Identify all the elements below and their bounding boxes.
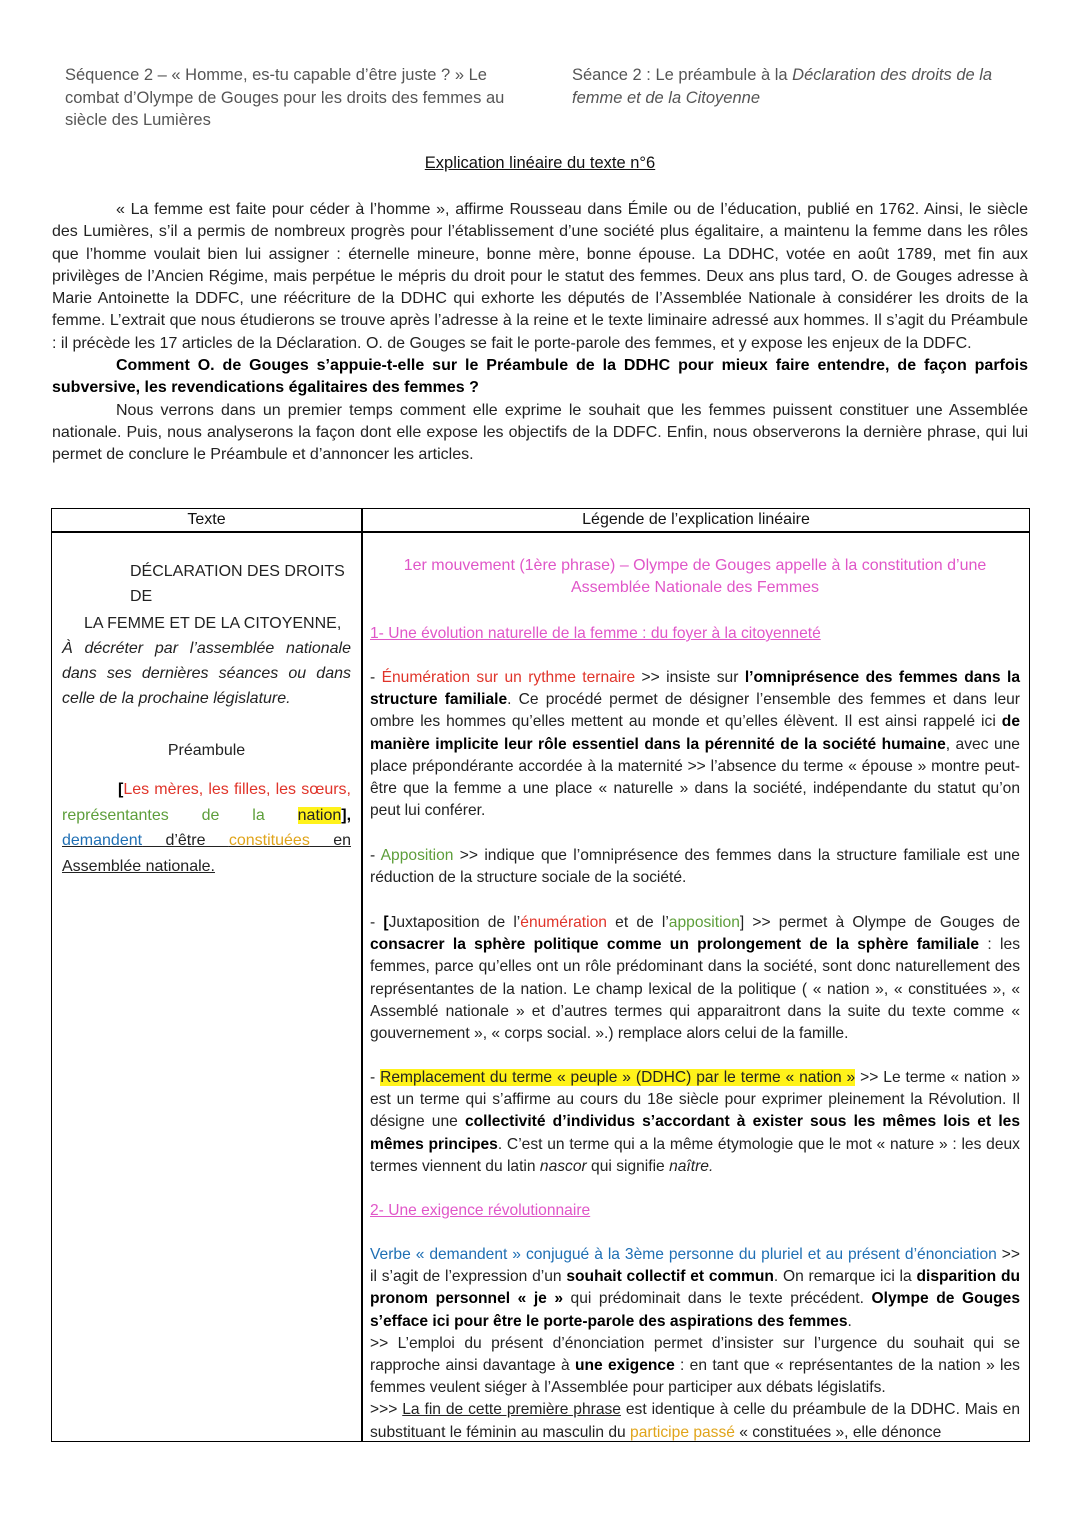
- assembly-text: Assemblée nationale.: [62, 858, 215, 875]
- analysis-table: Texte Légende de l’explication linéaire DÉCLARATION DES DROITS DE LA FEMME ET DE LA CITOYENNE, À décréter par l’assemblée nationale dans ses dernières séances ou dans celle de la prochaine législature. Préambule [Les mères, les filles, les sœurs, représentantes de la nation], demandent d’être constituées en Assemblée nationale. 1er mouvement (1ère phrase) – Olympe de Gouges appelle à la constitution d’une Assemblée Nationale des Femmes 1- Une évolution naturelle de la femme : du foyer à la citoyenneté - Énumération sur un rythme ternaire >> insiste sur l’omniprésence des femmes dans la structure familiale. Ce procédé permet de désigner l’ensemble des femmes et dans leur ombre les hommes qu’elles mettent au monde et qu’elles élèvent. Il est ainsi rappelé ici de manière implicite leur rôle essentiel dans la pérennité de la société humaine, avec une place prépondérante accordée à la maternité >> l’absence du terme « épouse » montre peut-être que la femme a une place « naturelle » dans la société, indépendante du statut qu’on peut lui conférer. - Apposition >> indique que l’omniprésence des femmes dans la structure familiale est une réduction de la structure sociale de la société. - [Juxtaposition de l’énumération et de l’apposition] >> permet à Olympe de Gouges de consacrer la sphère politique comme un prolongement de la sphère familiale : les femmes, parce qu’elles ont un rôle prédominant dans la société, sont donc naturellement des représentantes de la nation. Le champ lexical de la politique ( « nation », « constituées », « Assemblé nationale » et d’autres termes qui apparaitront dans la suite du texte comme « gouvernement », « corps social. ».) remplace alors celui de la famille. - Remplacement du terme « peuple » (DDHC) par le terme « nation » >> Le terme « nation » est un terme qui s’affirme au cours du 18e siècle pour exprimer pleinement la Révolution. Il désigne une collectivité d’individus s’accordant à exister sous les mêmes lois et les mêmes principes. C’est un terme qui a la même étymologie que le mot « nature » : les deux termes viennent du latin nascor qui signifie naître. 2- Une exigence révolutionnaire Verbe « demandent » conjugué à la 3ème personne du pluriel et au présent d’énonciation >> il s’agit de l’expression d’un souhait collectif et commun. On remarque ici la disparition du pronom personnel « je » qui prédominait dans le texte précédent. Olympe de Gouges s’efface ici pour être le porte-parole des aspirations des femmes. >> L’emploi du présent d’énonciation permet d’insister sur l’urgence du souhait qui se rapproche ainsi davantage à une exigence : en tant que « représentantes de la nation » les femmes veulent siéger à l’Assemblée pour participer aux débats législatifs. >>> La fin de cette première phrase est identique à celle du préambule de la DDHC. Mais en substituant le féminin au masculin du participe passé « constituées », elle dénonce: [51, 508, 1030, 1442]
- apposition-highlight: représentantes de la: [62, 807, 265, 824]
- legend-apposition: - Apposition >> indique que l’omniprésence des femmes dans la structure familiale est une réduction de la structure sociale de la société.: [370, 847, 1020, 887]
- participle-highlight: constituées: [228, 832, 310, 849]
- page-title: Explication linéaire du texte n°6: [424, 154, 656, 172]
- movement-title: 1er mouvement (1ère phrase) – Olympe de Gouges appelle à la constitution d’une Assemblée Nationale des Femmes: [403, 557, 987, 597]
- legend-enumeration: - Énumération sur un rythme ternaire >> insiste sur l’omniprésence des femmes dans la structure familiale. Ce procédé permet de désigner l’ensemble des femmes et dans leur ombre les hommes qu’elles mettent au monde et qu’elles élèvent. Il est ainsi rappelé ici de manière implicite leur rôle essentiel dans la pérennité de la société humaine, avec une place prépondérante accordée à la maternité >> l’absence du terme « épouse » montre peut-être que la femme a une place « naturelle » dans la société, indépendante du statut qu’on peut lui conférer.: [370, 669, 1021, 820]
- column-header-text: Texte: [187, 511, 226, 528]
- preamble-heading: Préambule: [167, 742, 246, 759]
- column-divider: [361, 509, 363, 1441]
- sequence-header: Séquence 2 – « Homme, es-tu capable d’être juste ? » Le combat d’Olympe de Gouges pour les droits des femmes au siècle des Lumières: [65, 66, 505, 129]
- legend-juxtaposition: - [Juxtaposition de l’énumération et de l’apposition] >> permet à Olympe de Gouges de consacrer la sphère politique comme un prolongement de la sphère familiale : les femmes, parce qu’elles ont un rôle prédominant dans la société, sont donc naturellement des représentantes de la nation. Le champ lexical de la politique ( « nation », « constituées », « Assemblé nationale » et d’autres termes qui apparaitront dans la suite du texte comme « gouvernement », « corps social. ».) remplace alors celui de la famille.: [370, 914, 1020, 1043]
- enumeration-highlight: Les mères, les filles, les sœurs,: [123, 781, 351, 798]
- legend-nation-term: - Remplacement du terme « peuple » (DDHC) par le terme « nation » >> Le terme « nation » est un terme qui s’affirme au cours du 18e siècle pour exprimer pleinement la Révolution. Il désigne une collectivité d’individus s’accordant à exister sous les mêmes lois et les mêmes principes. C’est un terme qui a la même étymologie que le mot « nature » : les deux termes viennent du latin nascor qui signifie naître.: [370, 1069, 1020, 1175]
- intro-paragraph: « La femme est faite pour céder à l’homme », affirme Rousseau dans Émile ou de l’éducation, publié en 1762. Ainsi, le siècle des Lumières, s’il a permis de nombreux progrès pour l’établissement d’une société plus égalitaire, a maintenu la femme dans les rôles que l’homme voulait bien lui assigner : éternelle mineure, bonne mère, bonne épouse. La DDHC, votée en août 1789, met fin aux privilèges de l’Ancien Régime, mais perpétue le mépris du droit pour le statut des femmes. Deux ans plus tard, O. de Gouges adresse à Marie Antoinette la DDFC, une réécriture de la DDHC qui exhorte les députés de l’Assemblée Nationale à considérer les droits de la femme. L’extrait que nous étudierons se trouve après l’adresse à la reine et le texte liminaire adressé aux hommes. Il s’agit du Préambule : il précède les 17 articles de la Déclaration. O. de Gouges se fait le porte-parole des femmes, et y expose les enjeux de la DDFC.: [52, 201, 1028, 352]
- verb-highlight: demandent: [62, 832, 143, 849]
- session-header: Séance 2 : Le préambule à la Déclaration des droits de la femme et de la Citoyenne: [572, 66, 993, 107]
- column-header-legend: Légende de l’explication linéaire: [582, 511, 810, 528]
- problematic-question: Comment O. de Gouges s’appuie-t-elle sur le Préambule de la DDHC pour mieux faire entendre, de façon parfois subversive, les revendications égalitaires des femmes ?: [52, 357, 1028, 397]
- introduction: [52, 199, 1028, 467]
- subsection-1-title: 1- Une évolution naturelle de la femme : du foyer à la citoyenneté: [370, 625, 821, 642]
- plan-paragraph: Nous verrons dans un premier temps comment elle exprime le souhait que les femmes puissent constituer une Assemblée nationale. Puis, nous analyserons la façon dont elle expose les objectifs de la DDFC. Enfin, nous observerons la dernière phrase, qui lui permet de conclure le Préambule et d’annoncer les articles.: [52, 401, 1028, 464]
- preamble-sentence: [Les mères, les filles, les sœurs,: [118, 781, 351, 798]
- nation-highlight: nation: [297, 807, 342, 824]
- decree-text: À décréter par l’assemblée nationale dans ses dernières séances ou dans celle de la prochaine législature.: [62, 640, 351, 707]
- declaration-title: DÉCLARATION DES DROITS DE LA FEMME ET DE LA CITOYENNE,: [84, 563, 345, 632]
- subsection-2-title: 2- Une exigence révolutionnaire: [370, 1202, 591, 1219]
- legend-verb: Verbe « demandent » conjugué à la 3ème personne du pluriel et au présent d’énonciation >> il s’agit de l’expression d’un souhait collectif et commun. On remarque ici la disparition du pronom personnel « je » qui prédominait dans le texte précédent. Olympe de Gouges s’efface ici pour être le porte-parole des aspirations des femmes. >> L’emploi du présent d’énonciation permet d’insister sur l’urgence du souhait qui se rapproche ainsi davantage à une exigence : en tant que « représentantes de la nation » les femmes veulent siéger à l’Assemblée pour participer aux débats législatifs. >>> La fin de cette première phrase est identique à celle du préambule de la DDHC. Mais en substituant le féminin au masculin du participe passé « constituées », elle dénonce: [370, 1246, 1020, 1441]
- header-divider: [52, 531, 1029, 533]
